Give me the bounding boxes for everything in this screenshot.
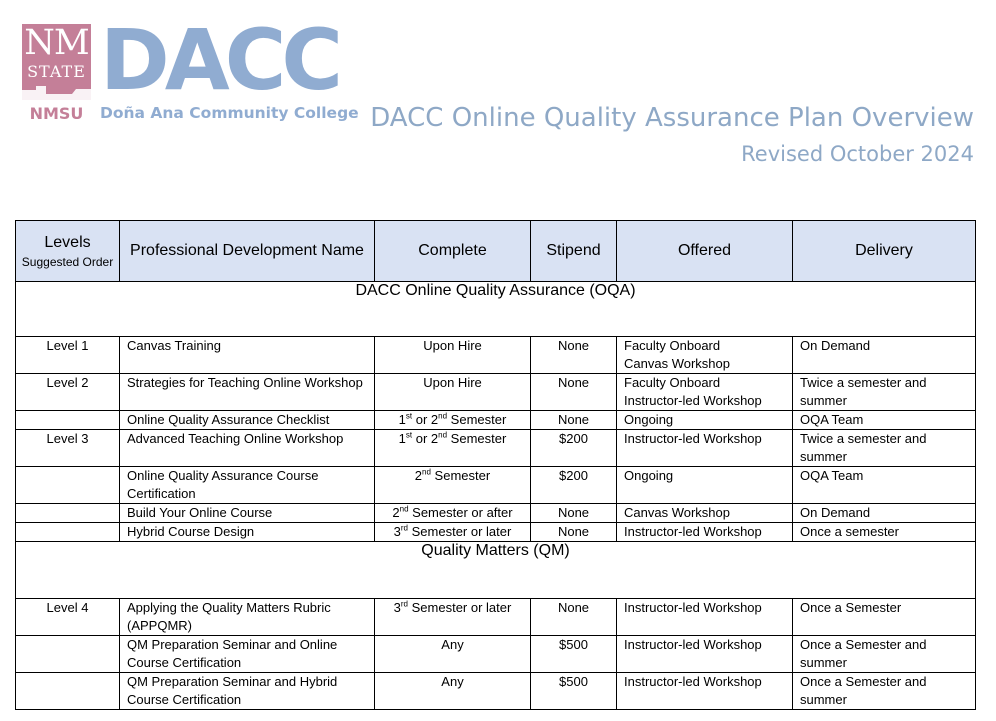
nm-swoosh-icon	[22, 86, 91, 100]
table-row	[16, 430, 976, 467]
college-name-text: Doña Ana Community College	[100, 104, 359, 122]
section-title: Quality Matters (QM)	[16, 542, 976, 599]
name-cell: Applying the Quality Matters Rubric (APPQMR)	[120, 599, 375, 636]
section-title: DACC Online Quality Assurance (OQA)	[16, 282, 976, 337]
stipend-cell: None	[531, 523, 617, 542]
offered-item: Instructor-led Workshop	[624, 393, 762, 408]
offered-item: Ongoing	[624, 412, 674, 427]
stipend-cell: $500	[531, 636, 617, 673]
ordinal-suffix: nd	[438, 430, 448, 440]
name-cell: Hybrid Course Design	[120, 523, 375, 542]
table-header-row	[16, 221, 976, 282]
delivery-cell: OQA Team	[793, 411, 976, 430]
offered-cell	[617, 374, 793, 411]
section-row	[16, 542, 976, 599]
header-complete: Complete	[375, 221, 531, 282]
ordinal-suffix: st	[405, 430, 413, 440]
delivery-cell: Once a Semester	[793, 599, 976, 636]
header-levels-sub: Suggested Order	[21, 254, 114, 269]
offered-cell	[617, 599, 793, 636]
complete-cell: Any	[375, 673, 531, 710]
offered-item: Instructor-led Workshop	[624, 600, 762, 615]
delivery-cell: Once a Semester and summer	[793, 636, 976, 673]
offered-cell	[617, 411, 793, 430]
offered-cell	[617, 523, 793, 542]
offered-item: Faculty Onboard	[624, 375, 721, 390]
level-cell	[16, 523, 120, 542]
complete-cell: 3rd Semester or later	[375, 523, 531, 542]
nmsu-logo-text: NMSU	[29, 104, 84, 123]
offered-cell	[617, 636, 793, 673]
delivery-cell: Once a Semester and summer	[793, 673, 976, 710]
offered-item: Instructor-led Workshop	[624, 637, 762, 652]
dacc-logo-word: DACC	[100, 11, 339, 109]
stipend-cell: $500	[531, 673, 617, 710]
offered-cell	[617, 504, 793, 523]
level-cell	[16, 467, 120, 504]
section-row	[16, 282, 976, 337]
header-offered: Offered	[617, 221, 793, 282]
header-stipend: Stipend	[531, 221, 617, 282]
name-cell: Build Your Online Course	[120, 504, 375, 523]
level-cell	[16, 411, 120, 430]
offered-item: Instructor-led Workshop	[624, 524, 762, 539]
stipend-cell: None	[531, 599, 617, 636]
name-cell: Online Quality Assurance Checklist	[120, 411, 375, 430]
delivery-cell: Once a semester	[793, 523, 976, 542]
header-levels	[16, 221, 120, 282]
name-cell: Advanced Teaching Online Workshop	[120, 430, 375, 467]
delivery-cell: Twice a semester and summer	[793, 374, 976, 411]
name-cell: Canvas Training	[120, 337, 375, 374]
offered-cell	[617, 430, 793, 467]
offered-cell	[617, 673, 793, 710]
ordinal-suffix: st	[405, 411, 413, 421]
ordinal-suffix: nd	[399, 504, 409, 514]
document-title: DACC Online Quality Assurance Plan Overview	[370, 103, 974, 133]
complete-cell: Any	[375, 636, 531, 673]
header-levels-label: Levels	[44, 233, 91, 251]
table-row	[16, 374, 976, 411]
delivery-cell: On Demand	[793, 337, 976, 374]
offered-item: Canvas Workshop	[624, 505, 730, 520]
table-row	[16, 411, 976, 430]
dacc-logo	[22, 11, 359, 130]
level-cell	[16, 504, 120, 523]
offered-item: Canvas Workshop	[624, 356, 730, 371]
complete-cell: 3rd Semester or later	[375, 599, 531, 636]
offered-cell	[617, 337, 793, 374]
level-cell: Level 3	[16, 430, 120, 467]
stipend-cell: None	[531, 504, 617, 523]
stipend-cell: $200	[531, 467, 617, 504]
name-cell: Strategies for Teaching Online Workshop	[120, 374, 375, 411]
complete-cell: 2nd Semester or after	[375, 504, 531, 523]
header-delivery: Delivery	[793, 221, 976, 282]
plan-table	[15, 220, 976, 710]
table-row	[16, 467, 976, 504]
ordinal-suffix: nd	[422, 467, 431, 477]
nm-logo-text: NM	[24, 23, 89, 63]
name-cell: QM Preparation Seminar and Hybrid Course Certification	[120, 673, 375, 710]
complete-cell: 1st or 2nd Semester	[375, 430, 531, 467]
delivery-cell: OQA Team	[793, 467, 976, 504]
state-logo-text: STATE	[27, 62, 86, 81]
level-cell: Level 4	[16, 599, 120, 636]
name-cell: QM Preparation Seminar and Online Course Certification	[120, 636, 375, 673]
ordinal-suffix: nd	[438, 411, 448, 421]
table-row	[16, 337, 976, 374]
ordinal-suffix: rd	[400, 599, 409, 609]
table-row	[16, 599, 976, 636]
offered-item: Ongoing	[624, 468, 674, 483]
level-cell: Level 2	[16, 374, 120, 411]
stipend-cell: None	[531, 337, 617, 374]
complete-cell: 2nd Semester	[375, 467, 531, 504]
level-cell	[16, 673, 120, 710]
complete-cell: 1st or 2nd Semester	[375, 411, 531, 430]
stipend-cell: None	[531, 374, 617, 411]
offered-item: Faculty Onboard	[624, 338, 721, 353]
table-row	[16, 636, 976, 673]
document-subtitle: Revised October 2024	[741, 142, 974, 166]
name-cell: Online Quality Assurance Course Certification	[120, 467, 375, 504]
stipend-cell: $200	[531, 430, 617, 467]
table-row	[16, 504, 976, 523]
complete-cell: Upon Hire	[375, 337, 531, 374]
level-cell: Level 1	[16, 337, 120, 374]
stipend-cell: None	[531, 411, 617, 430]
ordinal-suffix: rd	[400, 523, 409, 533]
delivery-cell: On Demand	[793, 504, 976, 523]
table-body	[16, 282, 976, 710]
table-row	[16, 673, 976, 710]
header-name: Professional Development Name	[120, 221, 375, 282]
complete-cell: Upon Hire	[375, 374, 531, 411]
offered-item: Instructor-led Workshop	[624, 431, 762, 446]
level-cell	[16, 636, 120, 673]
delivery-cell: Twice a semester and summer	[793, 430, 976, 467]
offered-item: Instructor-led Workshop	[624, 674, 762, 689]
offered-cell	[617, 467, 793, 504]
table-row	[16, 523, 976, 542]
